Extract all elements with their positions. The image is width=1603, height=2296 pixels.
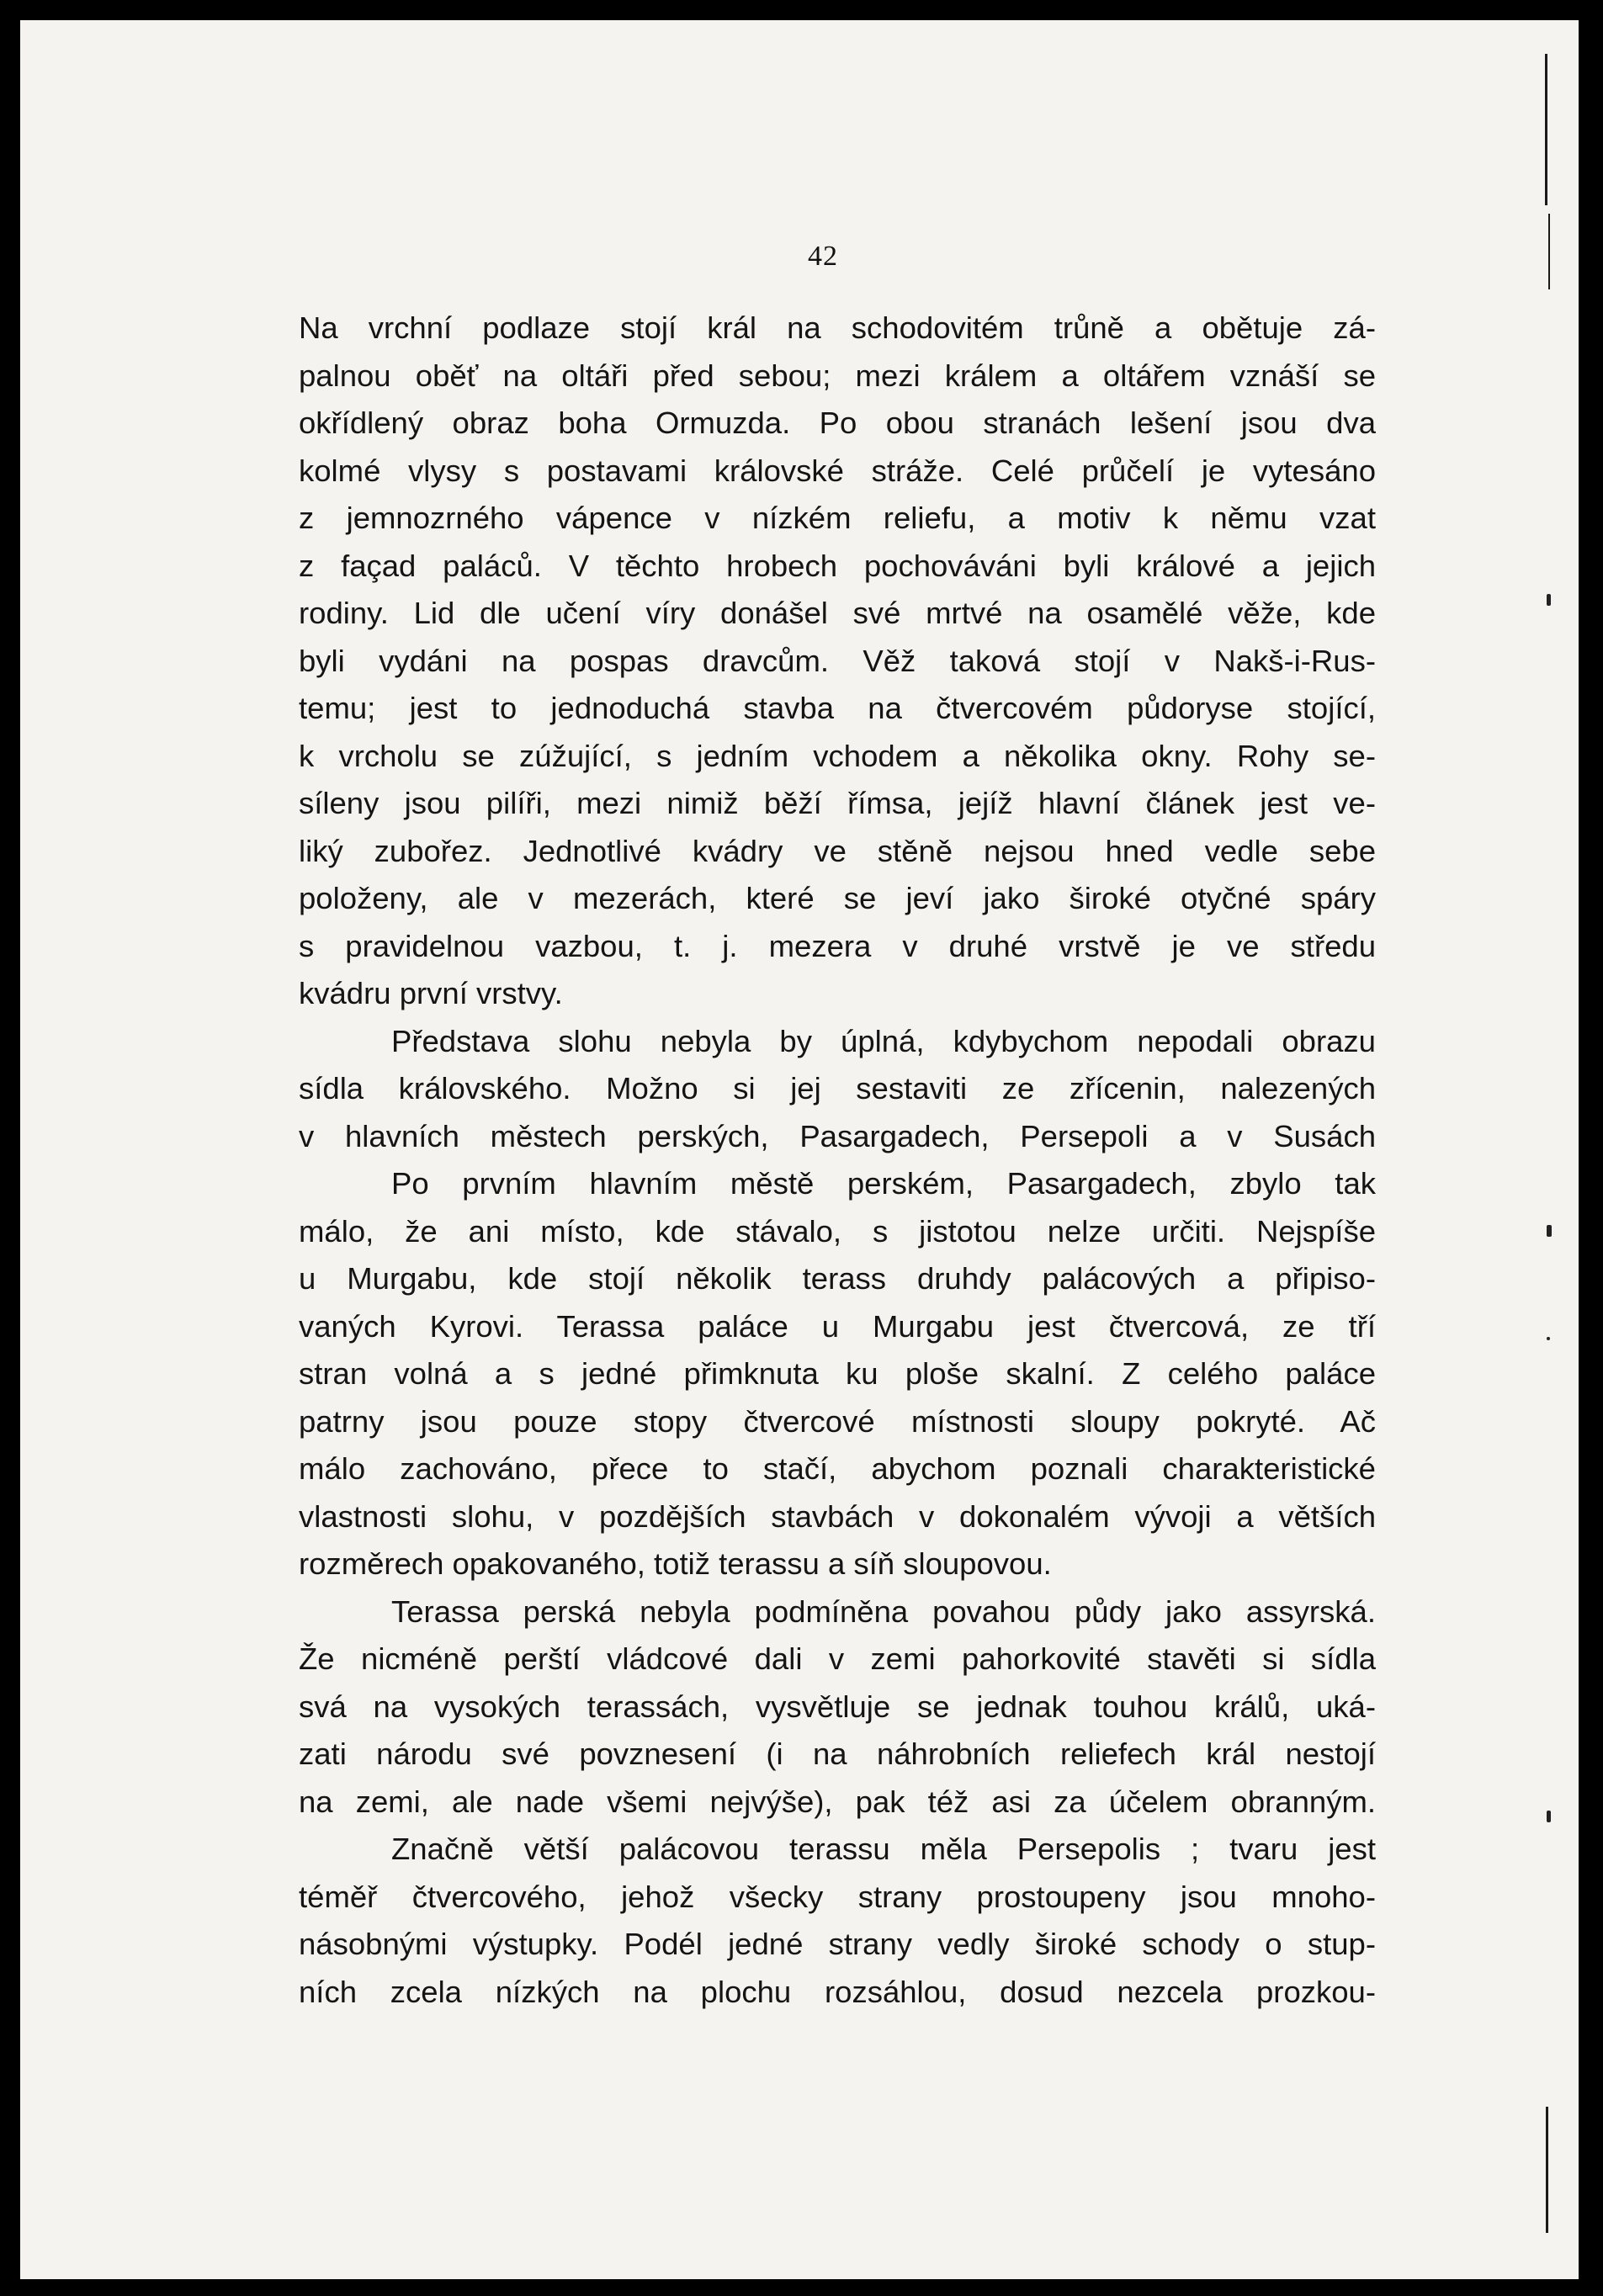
text-line: okřídlený obraz boha Ormuzda. Po obou stranách lešení jsou dva [299,406,1376,440]
text-line: Terassa perská nebyla podmíněna povahou půdy jako assyrská. [391,1593,1376,1629]
edge-line [1546,2107,1548,2233]
text-line: v hlavních městech perských, Pasargadech, Persepoli a v Susách [299,1118,1376,1153]
text-line: Značně větší palácovou terassu měla Persepolis ; tvaru jest [391,1832,1376,1866]
text-line: málo, že ani místo, kde stávalo, s jistotou nelze určiti. Nejspíše [299,1213,1376,1249]
text-line: rodiny. Lid dle učení víry donášel své mrtvé na osamělé věže, kde [299,596,1376,630]
text-line: liký zubořez. Jednotlivé kvádry ve stěně nejsou hned vedle sebe [299,833,1376,868]
edge-line [1545,54,1547,205]
text-line: ních zcela nízkých na plochu rozsáhlou, dosud nezcela prozkou- [299,1974,1376,2009]
scan-speck [1547,1811,1551,1822]
edge-line [1548,214,1550,289]
text-line: z jemnozrného vápence v nízkém reliefu, a motiv k němu vzat [299,501,1376,535]
text-line: patrny jsou pouze stopy čtvercové místnosti sloupy pokryté. Ač [299,1403,1376,1439]
body-text [299,305,1376,2016]
text-line: vaných Kyrovi. Terassa paláce u Murgabu jest čtvercová, ze tří [299,1308,1376,1344]
text-line: Že nicméně perští vládcové dali v zemi pahorkovité stavěti si sídla [299,1641,1376,1676]
scan-speck [1547,1225,1552,1237]
text-line: u Murgabu, kde stojí několik terass druhdy palácových a připiso- [299,1261,1376,1296]
text-line: kolmé vlysy s postavami královské stráže. Celé průčelí je vytesáno [299,453,1376,488]
text-line: kvádru první vrstvy. [299,976,563,1010]
text-line: zati národu své povznesení (i na náhrobních reliefech král nestojí [299,1737,1376,1771]
text-line: položeny, ale v mezerách, které se jeví jako široké otyčné spáry [299,881,1376,915]
text-line: byli vydáni na pospas dravcům. Věž taková stojí v Nakš-i-Rus- [299,643,1376,678]
text-line: k vrcholu se zúžující, s jedním vchodem a několika okny. Rohy se- [299,738,1376,773]
text-line: svá na vysokých terassách, vysvětluje se jednak touhou králů, uká- [299,1689,1376,1724]
text-line: stran volná a s jedné přimknuta ku ploše skalní. Z celého paláce [299,1356,1376,1391]
text-line: násobnými výstupky. Podél jedné strany vedly široké schody o stup- [299,1927,1376,1961]
text-line: síleny jsou pilíři, mezi nimiž běží římsa, jejíž hlavní článek jest ve- [299,786,1376,820]
page-number: 42 [808,241,838,272]
text-line: z façad paláců. V těchto hrobech pochováváni byli králové a jejich [299,548,1376,583]
text-line: Na vrchní podlaze stojí král na schodovitém trůně a obětuje zá- [299,310,1376,345]
page-edge-shadow [1537,20,1579,2279]
text-line: rozměrech opakovaného, totiž terassu a síň sloupovou. [299,1546,1052,1581]
text-line: Po prvním hlavním městě perském, Pasargadech, zbylo tak [391,1166,1376,1201]
book-page [20,20,1579,2279]
text-line: vlastnosti slohu, v pozdějších stavbách v dokonalém vývoji a větších [299,1498,1376,1534]
text-line: na zemi, ale nade všemi nejvýše), pak též asi za účelem obranným. [299,1784,1376,1819]
text-line: sídla královského. Možno si jej sestaviti ze zřícenin, nalezených [299,1071,1376,1106]
text-line: Představa slohu nebyla by úplná, kdybychom nepodali obrazu [391,1023,1376,1058]
text-line: palnou oběť na oltáři před sebou; mezi králem a oltářem vznáší se [299,358,1376,393]
text-line: málo zachováno, přece to stačí, abychom poznali charakteristické [299,1451,1376,1486]
text-line: s pravidelnou vazbou, t. j. mezera v druhé vrstvě je ve středu [299,928,1376,963]
scan-speck [1547,594,1551,606]
text-line: téměř čtvercového, jehož všecky strany prostoupeny jsou mnoho- [299,1879,1376,1914]
scan-speck [1547,1337,1550,1340]
text-line: temu; jest to jednoduchá stavba na čtvercovém půdoryse stojící, [299,691,1376,725]
